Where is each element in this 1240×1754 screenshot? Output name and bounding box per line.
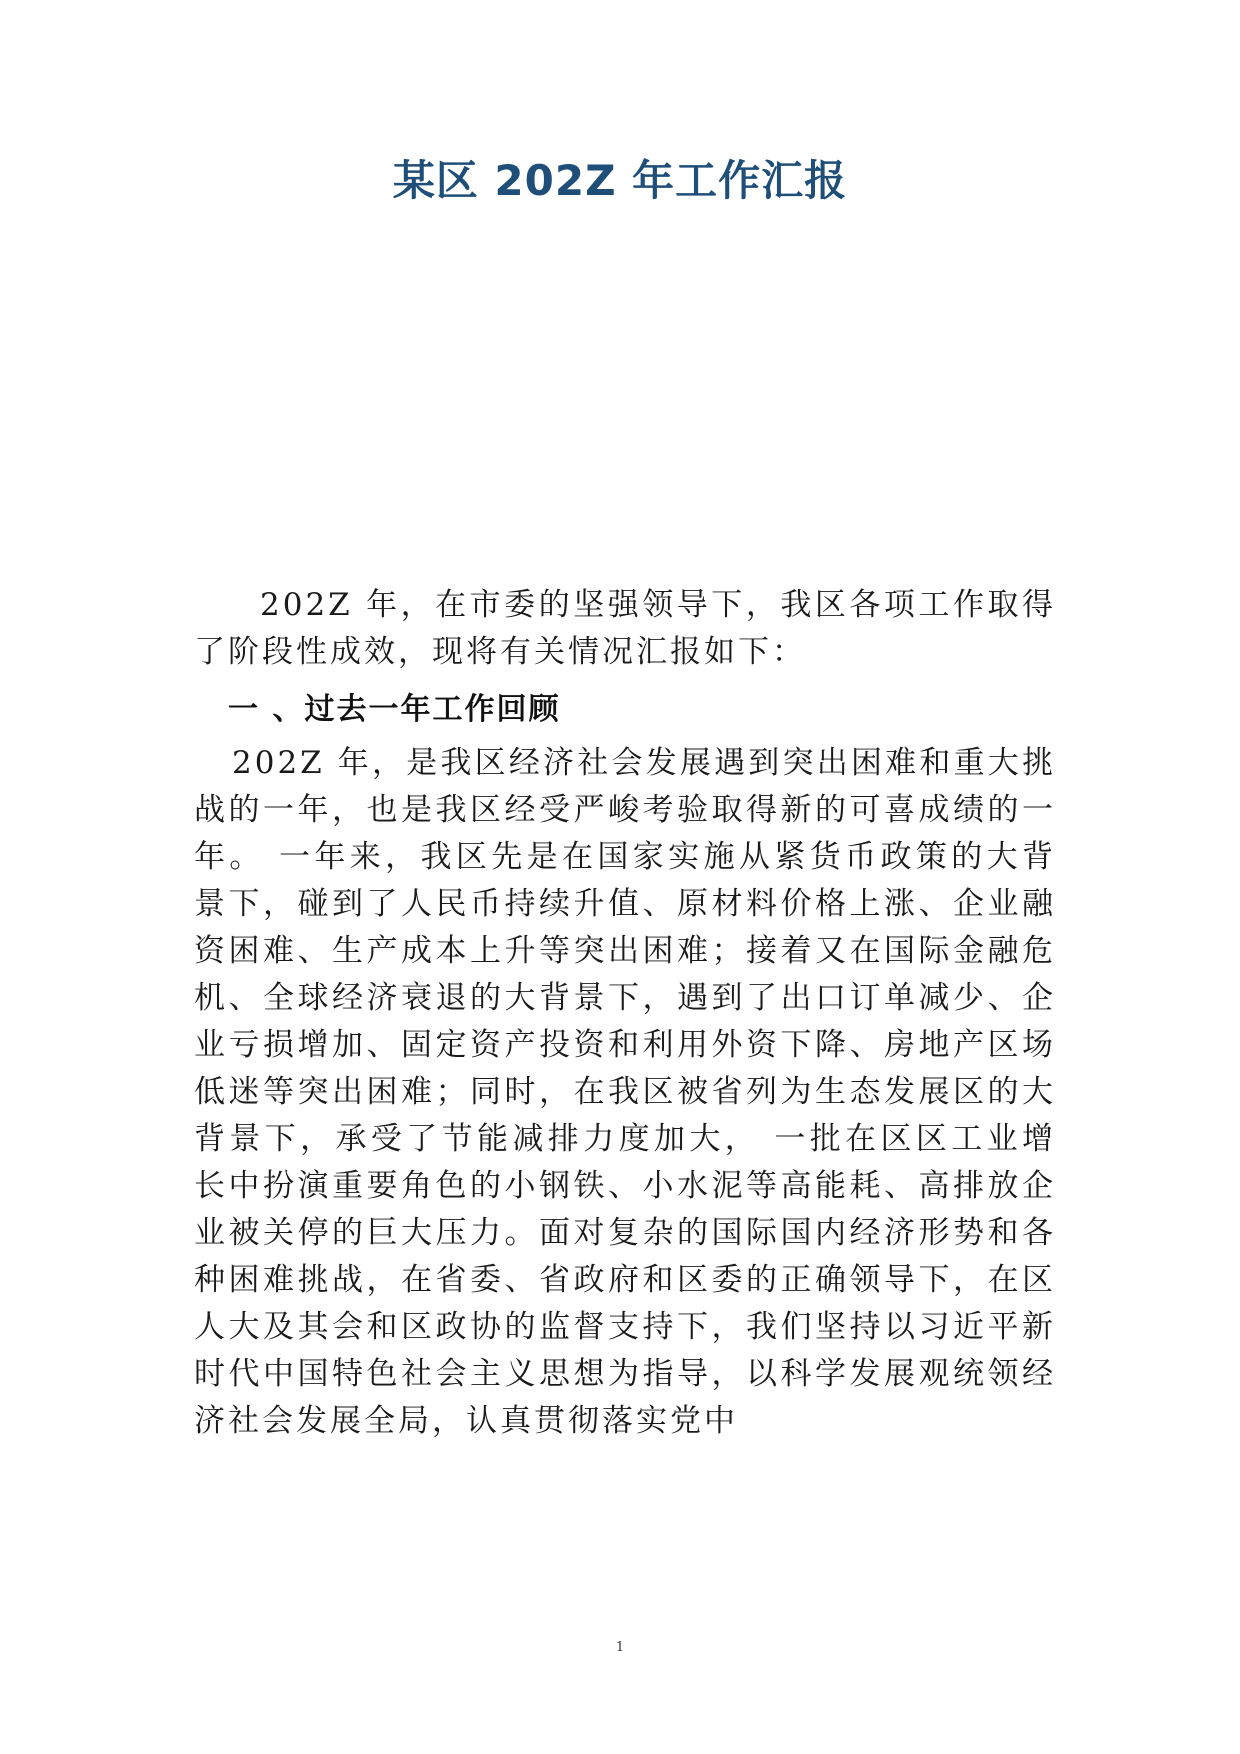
- section-heading: 一 、过去一年工作回顾: [228, 692, 561, 727]
- section-paragraph: 202Z 年，是我区经济社会发展遇到突出困难和重大挑战的一年，也是我区经受严峻考验取得新的可喜成绩的一年。 一年来，我区先是在国家实施从紧货币政策的大背景下，碰到了人民币持续升值、原材料价格上涨、企业融资困难、生产成本上升等突出困难；接着又在国际金融危机、全球经济衰退的大背景下，遇到了出口订单减少、企业亏损增加、固定资产投资和利用外资下降、房地产区场低迷等突出困难；同时，在我区被省列为生态发展区的大背景下，承受了节能减排力度加大， 一批在区区工业增长中扮演重要角色的小钢铁、小水泥等高能耗、高排放企业被关停的巨大压力。面对复杂的国际国内经济形势和各种困难挑战，在省委、省政府和区委的正确领导下，在区人大及其会和区政协的监督支持下，我们坚持以习近平新时代中国特色社会主义思想为指导，以科学发展观统领经济社会发展全局，认真贯彻落实党中: [194, 745, 1056, 1439]
- page-number: 1: [615, 1640, 625, 1655]
- intro-paragraph: 202Z 年，在市委的坚强领导下，我区各项工作取得了阶段性成效，现将有关情况汇报如下：: [194, 587, 1056, 670]
- document-title: 某区 202Z 年工作汇报: [392, 156, 848, 205]
